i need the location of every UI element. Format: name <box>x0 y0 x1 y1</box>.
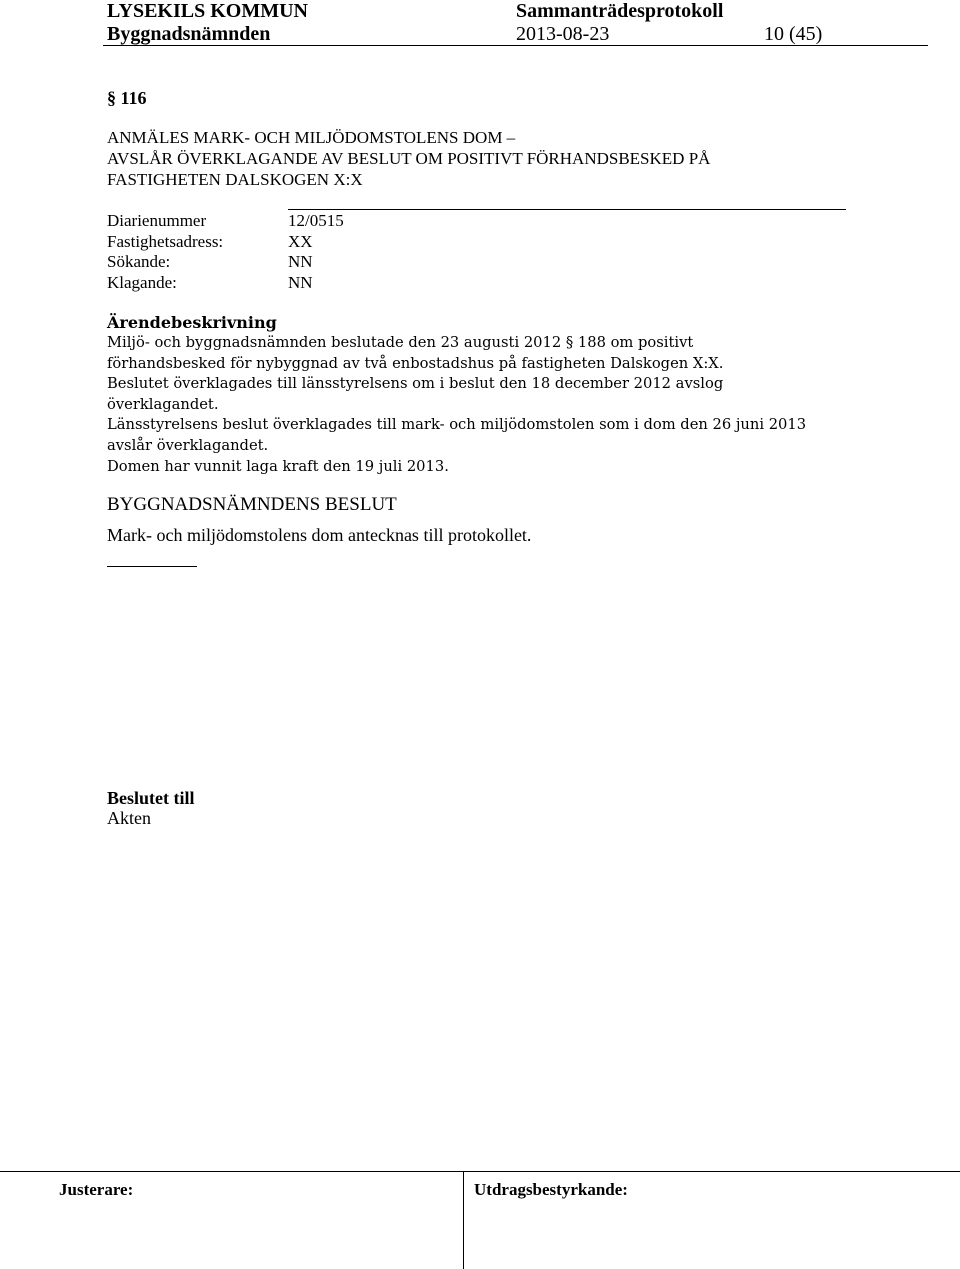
description-line: Beslutet överklagades till länsstyrelsens om i beslut den 18 december 2012 avslog <box>107 375 724 393</box>
description-line: överklagandet. <box>107 395 219 413</box>
distribution-recipient: Akten <box>107 808 151 828</box>
meta-row <box>107 272 313 294</box>
section-number: § 116 <box>107 88 147 108</box>
description-line: förhandsbesked för nybyggnad av två enbostadshus på fastigheten Dalskogen X:X. <box>107 354 724 372</box>
footer-rule <box>0 1171 960 1172</box>
meta-value: NN <box>288 252 313 271</box>
decision-text: Mark- och miljödomstolens dom antecknas till protokollet. <box>107 525 532 545</box>
description-line: avslår överklagandet. <box>107 436 269 454</box>
title-rule <box>288 209 846 210</box>
description-line: Domen har vunnit laga kraft den 19 juli 2013. <box>107 457 449 475</box>
meta-value: XX <box>288 231 313 251</box>
case-title-line: FASTIGHETEN DALSKOGEN X:X <box>107 170 363 189</box>
document-type: Sammanträdesprotokoll <box>516 0 724 22</box>
case-metadata <box>107 211 344 293</box>
municipality-name: LYSEKILS KOMMUN <box>107 0 308 22</box>
meta-label: Klagande: <box>107 272 177 292</box>
meta-row <box>107 211 344 232</box>
case-title <box>107 127 710 190</box>
case-title-line: ANMÄLES MARK- OCH MILJÖDOMSTOLENS DOM – <box>107 128 516 147</box>
meta-row <box>107 231 313 253</box>
description-line: Miljö- och byggnadsnämnden beslutade den 23 augusti 2012 § 188 om positivt <box>107 334 694 351</box>
decision-heading: BYGGNADSNÄMNDENS BESLUT <box>107 494 397 515</box>
board-name: Byggnadsnämnden <box>107 23 271 45</box>
utdragsbestyrkande-label: Utdragsbestyrkande: <box>474 1180 628 1199</box>
decision-rule <box>107 566 197 567</box>
meta-row <box>107 252 313 273</box>
justerare-label: Justerare: <box>59 1180 134 1199</box>
description-line: Länsstyrelsens beslut överklagades till mark- och miljödomstolen som i dom den 26 juni 2013 <box>107 416 807 434</box>
distribution-heading: Beslutet till <box>107 788 195 808</box>
header-rule <box>103 45 928 46</box>
meta-value: 12/0515 <box>288 211 344 230</box>
description-heading: Ärendebeskrivning <box>107 313 277 332</box>
footer-divider <box>463 1171 464 1269</box>
meta-label: Diarienummer <box>107 211 207 230</box>
meta-label: Sökande: <box>107 252 171 271</box>
case-title-line: AVSLÅR ÖVERKLAGANDE AV BESLUT OM POSITIVT FÖRHANDSBESKED PÅ <box>107 149 711 168</box>
description-text <box>107 333 806 477</box>
meta-value: NN <box>288 272 313 292</box>
meta-label: Fastighetsadress: <box>107 231 224 251</box>
page-number: 10 (45) <box>764 23 823 45</box>
meeting-date: 2013-08-23 <box>516 23 610 45</box>
